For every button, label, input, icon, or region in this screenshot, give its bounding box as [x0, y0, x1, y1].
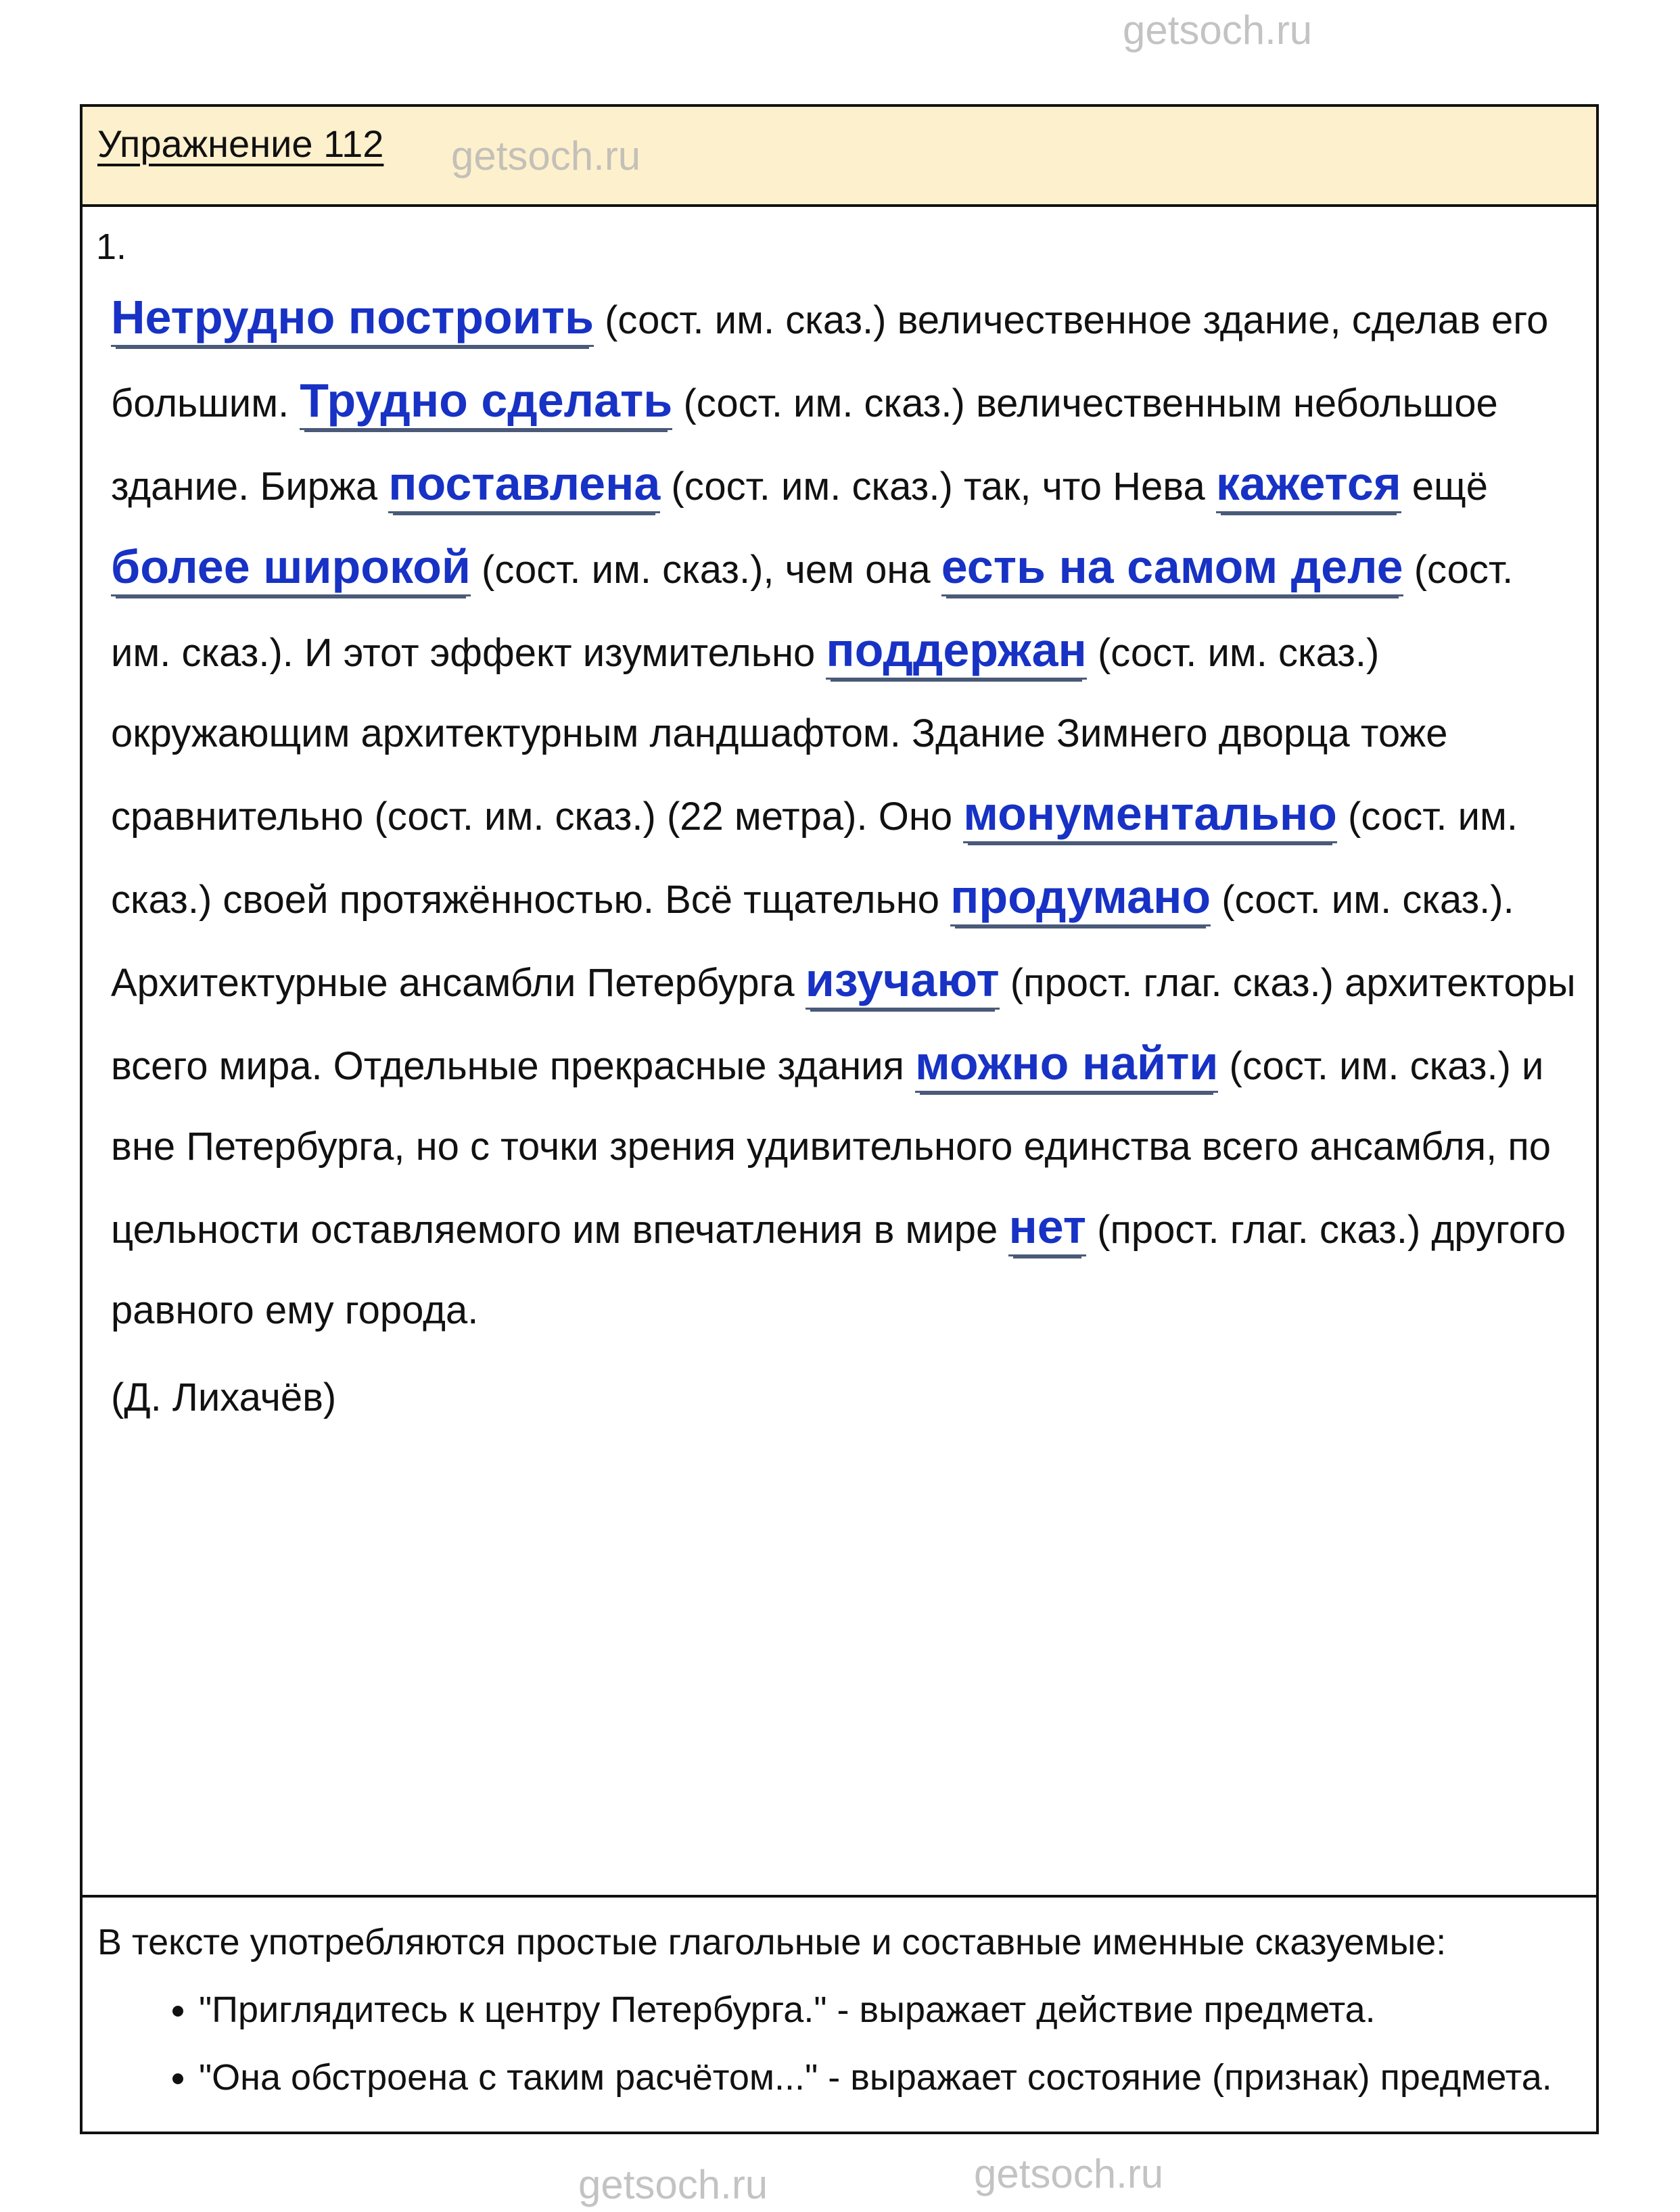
explanation-item: • "Приглядитесь к центру Петербурга." - выражает действие предмета. [199, 1976, 1581, 2044]
text-run: (сост. им. сказ.) своей протяжённостью. Всё тщательно [111, 795, 1518, 922]
text-run: (сост. им. сказ.) величественным небольшое здание. Биржа [111, 381, 1498, 509]
exercise-card [80, 104, 1599, 2134]
text-run: (сост. им. сказ.) окружающим архитектурным ландшафтом. Здание Зимнего дворца тоже сравнительно (сост. им. сказ.) (22 метра). Оно [111, 631, 1448, 839]
watermark: getsoch.ru [578, 2162, 768, 2207]
text-run: (сост. им. сказ.) так, что Нева [660, 465, 1216, 509]
predicate-highlight: изучают [806, 954, 1000, 1010]
predicate-highlight: нет [1008, 1200, 1086, 1256]
text-run: (сост. им. сказ.), чем она [470, 548, 941, 592]
exercise-text-section [83, 207, 1596, 1898]
predicate-highlight: продумано [950, 870, 1211, 926]
text-run: (сост. им. сказ.) величественное здание, сделав его большим. [111, 298, 1549, 425]
watermark: getsoch.ru [1123, 7, 1313, 53]
text-run: (прост. глаг. сказ.) архитекторы всего мира. Отдельные прекрасные здания [111, 961, 1576, 1088]
watermark: getsoch.ru [451, 133, 641, 179]
predicate-highlight: Трудно сделать [300, 374, 672, 430]
predicate-highlight: есть на самом деле [941, 540, 1403, 596]
text-run: (сост. им. сказ.) и вне Петербурга, но с точки зрения удивительного единства всего ансамбля, по цельности оставляемого им впечатления в мире [111, 1044, 1551, 1252]
author-attribution: (Д. Лихачёв) [111, 1375, 337, 1419]
exercise-paragraph [111, 277, 1579, 1350]
predicate-highlight: поставлена [388, 457, 660, 513]
text-run: (сост. им. сказ.). И этот эффект изумительно [111, 548, 1514, 675]
explanation-item: • "Она обстроена с таким расчётом..." - выражает состояние (признак) предмета. [199, 2044, 1581, 2111]
exercise-header [83, 107, 1596, 207]
text-run: (сост. им. сказ.). Архитектурные ансамбли Петербурга [111, 878, 1514, 1005]
predicate-highlight: более широкой [111, 540, 471, 596]
explanation-section [83, 1898, 1596, 2132]
text-run: ещё [1401, 465, 1489, 509]
predicate-highlight: Нетрудно построить [111, 291, 594, 347]
explanation-list [97, 1976, 1581, 2111]
watermark: getsoch.ru [974, 2151, 1164, 2196]
text-run: (прост. глаг. сказ.) другого равного ему города. [111, 1208, 1566, 1332]
predicate-highlight: можно найти [915, 1037, 1218, 1093]
item-number: 1. [96, 227, 127, 267]
predicate-highlight: монументально [963, 787, 1337, 843]
explanation-intro: В тексте употребляются простые глагольные и составные именные сказуемые: [97, 1922, 1447, 1962]
exercise-title: Упражнение 112 [97, 122, 384, 165]
predicate-highlight: кажется [1216, 457, 1401, 513]
predicate-highlight: поддержан [826, 623, 1086, 680]
